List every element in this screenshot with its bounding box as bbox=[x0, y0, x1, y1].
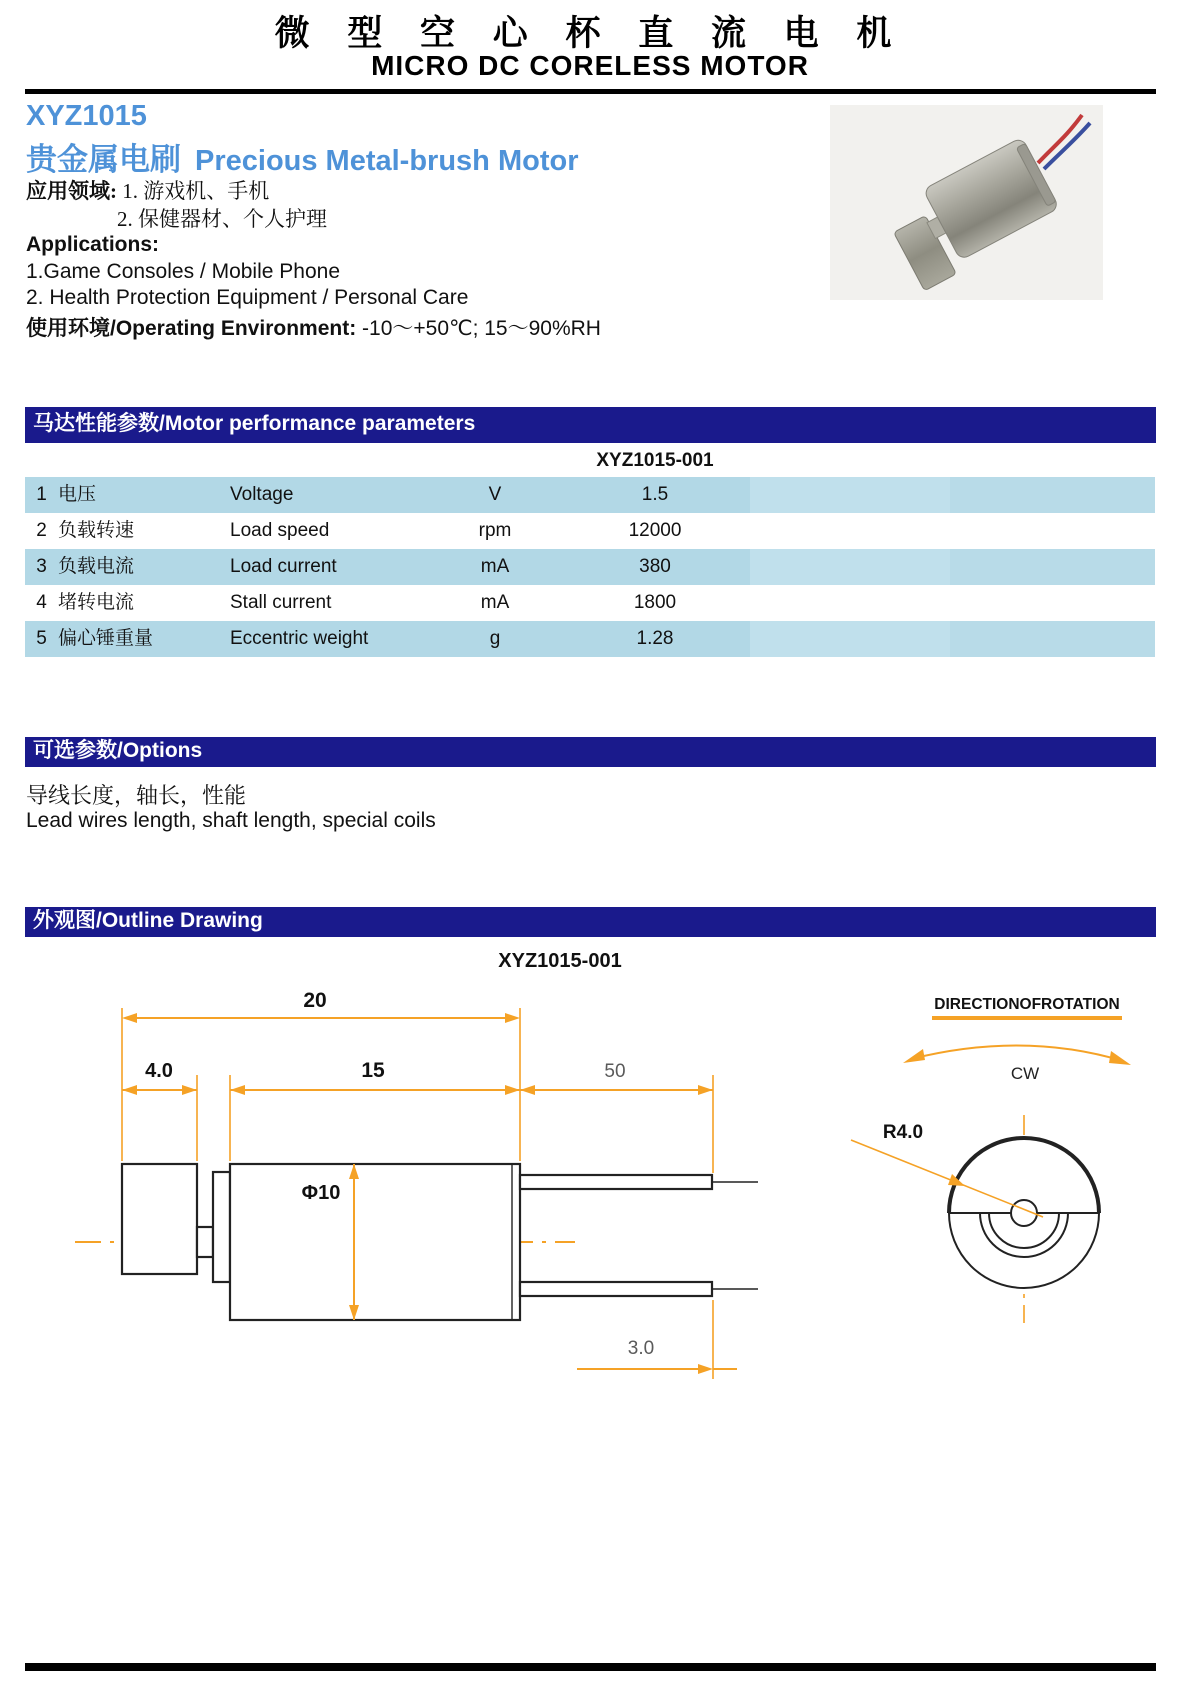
row-empty-1 bbox=[750, 477, 950, 513]
row-unit: rpm bbox=[478, 520, 512, 541]
table-row bbox=[25, 477, 1155, 513]
applications-en-item2: 2. Health Protection Equipment / Personal Care bbox=[26, 286, 469, 309]
row-empty-2 bbox=[950, 549, 1155, 585]
dim-label-phi10: Φ10 bbox=[301, 1182, 341, 1204]
dimension-body-length bbox=[230, 1059, 520, 1095]
operating-environment-label: 使用环境/Operating Environment: bbox=[26, 317, 357, 340]
performance-table bbox=[25, 477, 1155, 657]
table-row bbox=[25, 549, 1155, 585]
row-unit: g bbox=[430, 621, 560, 657]
rotation-arc bbox=[911, 1045, 1123, 1061]
row-empty-1 bbox=[750, 549, 950, 585]
page-title-chinese: 微 型 空 心 杯 直 流 电 机 bbox=[274, 14, 906, 53]
lead-bottom bbox=[520, 1282, 712, 1296]
applications-cn-label: 应用领域: bbox=[26, 179, 117, 203]
section-bar-outline: 外观图/Outline Drawing bbox=[25, 907, 1156, 937]
row-empty-2 bbox=[950, 513, 1155, 549]
lead-top bbox=[520, 1175, 712, 1189]
dim-label-50: 50 bbox=[604, 1061, 626, 1082]
applications-cn-line1 bbox=[26, 175, 269, 205]
row-number: 3 bbox=[25, 549, 58, 585]
row-empty-1 bbox=[750, 513, 950, 549]
row-name-en: Load current bbox=[230, 549, 430, 585]
applications-en-item1: 1.Game Consoles / Mobile Phone bbox=[26, 260, 341, 283]
row-unit: mA bbox=[430, 549, 560, 585]
motor-photo bbox=[830, 105, 1103, 300]
row-empty-2 bbox=[950, 477, 1155, 513]
rotation-cw-label: CW bbox=[1010, 1064, 1040, 1083]
row-empty-1 bbox=[750, 585, 950, 621]
row-name-cn: 负载电流 bbox=[58, 549, 230, 585]
performance-column-header: XYZ1015-001 bbox=[596, 450, 714, 471]
dimension-weight-length bbox=[122, 1060, 197, 1095]
row-name-en: Eccentric weight bbox=[230, 621, 430, 657]
applications-cn-item1: 1. 游戏机、手机 bbox=[122, 179, 270, 203]
options-line-cn: 导线长度，轴长，性能 bbox=[26, 783, 247, 808]
title-divider bbox=[25, 89, 1156, 94]
product-model-heading: XYZ1015 bbox=[26, 100, 147, 132]
dim-label-20: 20 bbox=[303, 989, 327, 1012]
dim-label-r4: R4.0 bbox=[882, 1122, 924, 1143]
table-row bbox=[25, 585, 1155, 621]
row-name-en: Voltage bbox=[230, 477, 430, 513]
operating-environment-value: -10～+50℃; 15～90%RH bbox=[362, 317, 601, 340]
row-value: 380 bbox=[560, 549, 750, 585]
row-name-cn: 电压 bbox=[58, 477, 230, 513]
applications-en-label: Applications: bbox=[26, 233, 160, 256]
dim-label-4: 4.0 bbox=[145, 1060, 173, 1082]
page-title-english: MICRO DC CORELESS MOTOR bbox=[371, 50, 809, 81]
row-name-en: Load speed bbox=[230, 520, 330, 541]
row-empty-1 bbox=[750, 621, 950, 657]
section-bar-options: 可选参数/Options bbox=[25, 737, 1156, 767]
row-number: 2 bbox=[36, 520, 47, 541]
outline-model-header: XYZ1015-001 bbox=[498, 950, 622, 972]
front-view bbox=[851, 1115, 1099, 1323]
rotation-label: DIRECTIONOFROTATION bbox=[934, 996, 1120, 1013]
outline-drawing-svg bbox=[25, 975, 1155, 1420]
dim-label-3: 3.0 bbox=[627, 1338, 655, 1359]
row-value: 1.28 bbox=[560, 621, 750, 657]
row-name-cn: 负载转速 bbox=[58, 520, 135, 541]
row-value: 12000 bbox=[628, 520, 682, 541]
row-unit: mA bbox=[480, 592, 510, 613]
options-line-en: Lead wires length, shaft length, special coils bbox=[26, 809, 436, 832]
footer-divider bbox=[25, 1663, 1156, 1671]
row-empty-2 bbox=[950, 585, 1155, 621]
bushing-rect bbox=[213, 1172, 230, 1282]
row-name-cn: 偏心锤重量 bbox=[58, 621, 230, 657]
applications-cn-line2: 2. 保健器材、个人护理 bbox=[117, 207, 327, 231]
section-bar-performance: 马达性能参数/Motor performance parameters bbox=[25, 407, 1156, 443]
row-number: 4 bbox=[36, 592, 47, 613]
operating-environment bbox=[26, 312, 601, 342]
product-subtitle-en: Precious Metal-brush Motor bbox=[195, 145, 579, 177]
dim-label-15: 15 bbox=[361, 1059, 385, 1082]
side-view bbox=[122, 1164, 758, 1320]
table-row bbox=[25, 621, 1155, 657]
row-empty-2 bbox=[950, 621, 1155, 657]
row-value: 1800 bbox=[633, 592, 677, 613]
row-name-en: Stall current bbox=[230, 592, 332, 613]
row-unit: V bbox=[430, 477, 560, 513]
weight-rect bbox=[122, 1164, 197, 1274]
row-number: 5 bbox=[25, 621, 58, 657]
rotation-direction bbox=[903, 996, 1131, 1083]
row-number: 1 bbox=[25, 477, 58, 513]
table-row bbox=[25, 513, 1155, 549]
product-subtitle-cn: 贵金属电刷 bbox=[26, 142, 181, 177]
row-name-cn: 堵转电流 bbox=[58, 592, 135, 613]
dimension-total-length bbox=[122, 989, 520, 1023]
rotation-underline bbox=[932, 1016, 1122, 1020]
shaft-rect bbox=[197, 1227, 213, 1257]
body-rect bbox=[230, 1164, 520, 1320]
dimension-lead-length bbox=[520, 1061, 713, 1095]
row-value: 1.5 bbox=[560, 477, 750, 513]
product-subtitle bbox=[26, 134, 579, 179]
